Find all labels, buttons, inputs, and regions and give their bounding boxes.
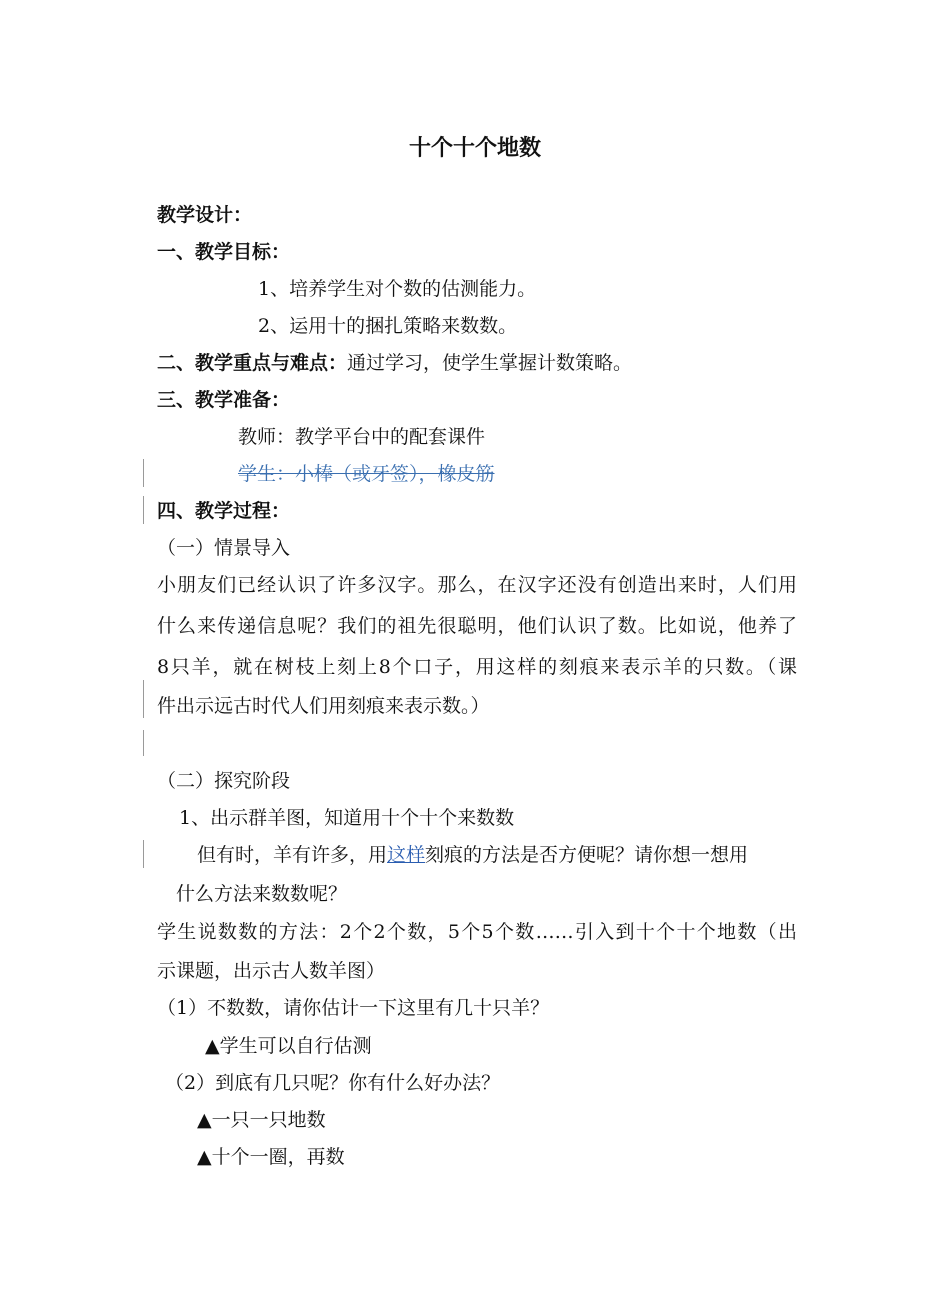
question-1-answer: ▲学生可以自行估测 — [205, 1035, 372, 1057]
question-2-answer-2: ▲十个一圈，再数 — [197, 1146, 345, 1168]
preparation-heading: 三、教学准备： — [157, 389, 291, 411]
question-1: （1）不数数，请你估计一下这里有几十只羊？ — [157, 997, 550, 1019]
exploration-paragraph-line1 — [197, 843, 748, 867]
question-2-answer-1: ▲一只一只地数 — [197, 1109, 326, 1131]
step1-text: 1、出示群羊图，知道用十个十个来数数 — [179, 807, 515, 829]
document-title: 十个十个地数 — [408, 135, 541, 161]
key-points-text: 通过学习，使学生掌握计数策略。 — [347, 352, 633, 374]
intro-paragraph-line: 小朋友们已经认识了许多汉字。那么，在汉字还没有创造出来时，人们用 — [157, 574, 797, 596]
key-points-heading: 二、教学重点与难点： — [157, 352, 348, 374]
counting-methods-line2: 示课题，出示古人数羊图） — [157, 960, 386, 982]
intro-paragraph-line: 什么来传递信息呢？我们的祖先很聪明，他们认识了数。比如说，他养了 — [157, 615, 797, 637]
part1-heading: （一）情景导入 — [157, 537, 291, 559]
key-points-row — [157, 351, 632, 375]
objectives-heading: 一、教学目标： — [157, 241, 291, 263]
process-heading: 四、教学过程： — [157, 500, 291, 522]
exploration-text-before: 但有时，羊有许多，用 — [197, 844, 388, 866]
objective-item-1: 1、培养学生对个数的估测能力。 — [258, 278, 537, 300]
counting-methods-line1: 学生说数数的方法：2个2个数，5个5个数……引入到十个十个地数（出 — [157, 921, 797, 943]
exploration-paragraph-line2: 什么方法来数数呢？ — [176, 883, 348, 905]
revision-bar — [143, 680, 144, 718]
revision-bar — [143, 496, 144, 524]
teacher-preparation: 教师：教学平台中的配套课件 — [238, 426, 486, 448]
intro-paragraph-line: 件出示远古时代人们用刻痕来表示数。） — [157, 695, 490, 717]
student-preparation-deleted: 学生：小棒（或牙签），橡皮筋 — [238, 463, 495, 485]
part2-heading: （二）探究阶段 — [157, 770, 291, 792]
question-2: （2）到底有几只呢？你有什么好办法？ — [165, 1072, 501, 1094]
objective-item-2: 2、运用十的捆扎策略来数数。 — [258, 315, 518, 337]
revision-bar — [143, 459, 144, 487]
exploration-text-after: 刻痕的方法是否方便呢？请你想一想用 — [425, 844, 749, 866]
revision-bar — [143, 730, 144, 756]
exploration-link-text[interactable]: 这样 — [387, 844, 426, 866]
intro-paragraph-line: 8只羊，就在树枝上刻上8个口子，用这样的刻痕来表示羊的只数。（课 — [157, 656, 797, 678]
revision-bar — [143, 840, 144, 868]
design-heading: 教学设计： — [157, 204, 253, 226]
